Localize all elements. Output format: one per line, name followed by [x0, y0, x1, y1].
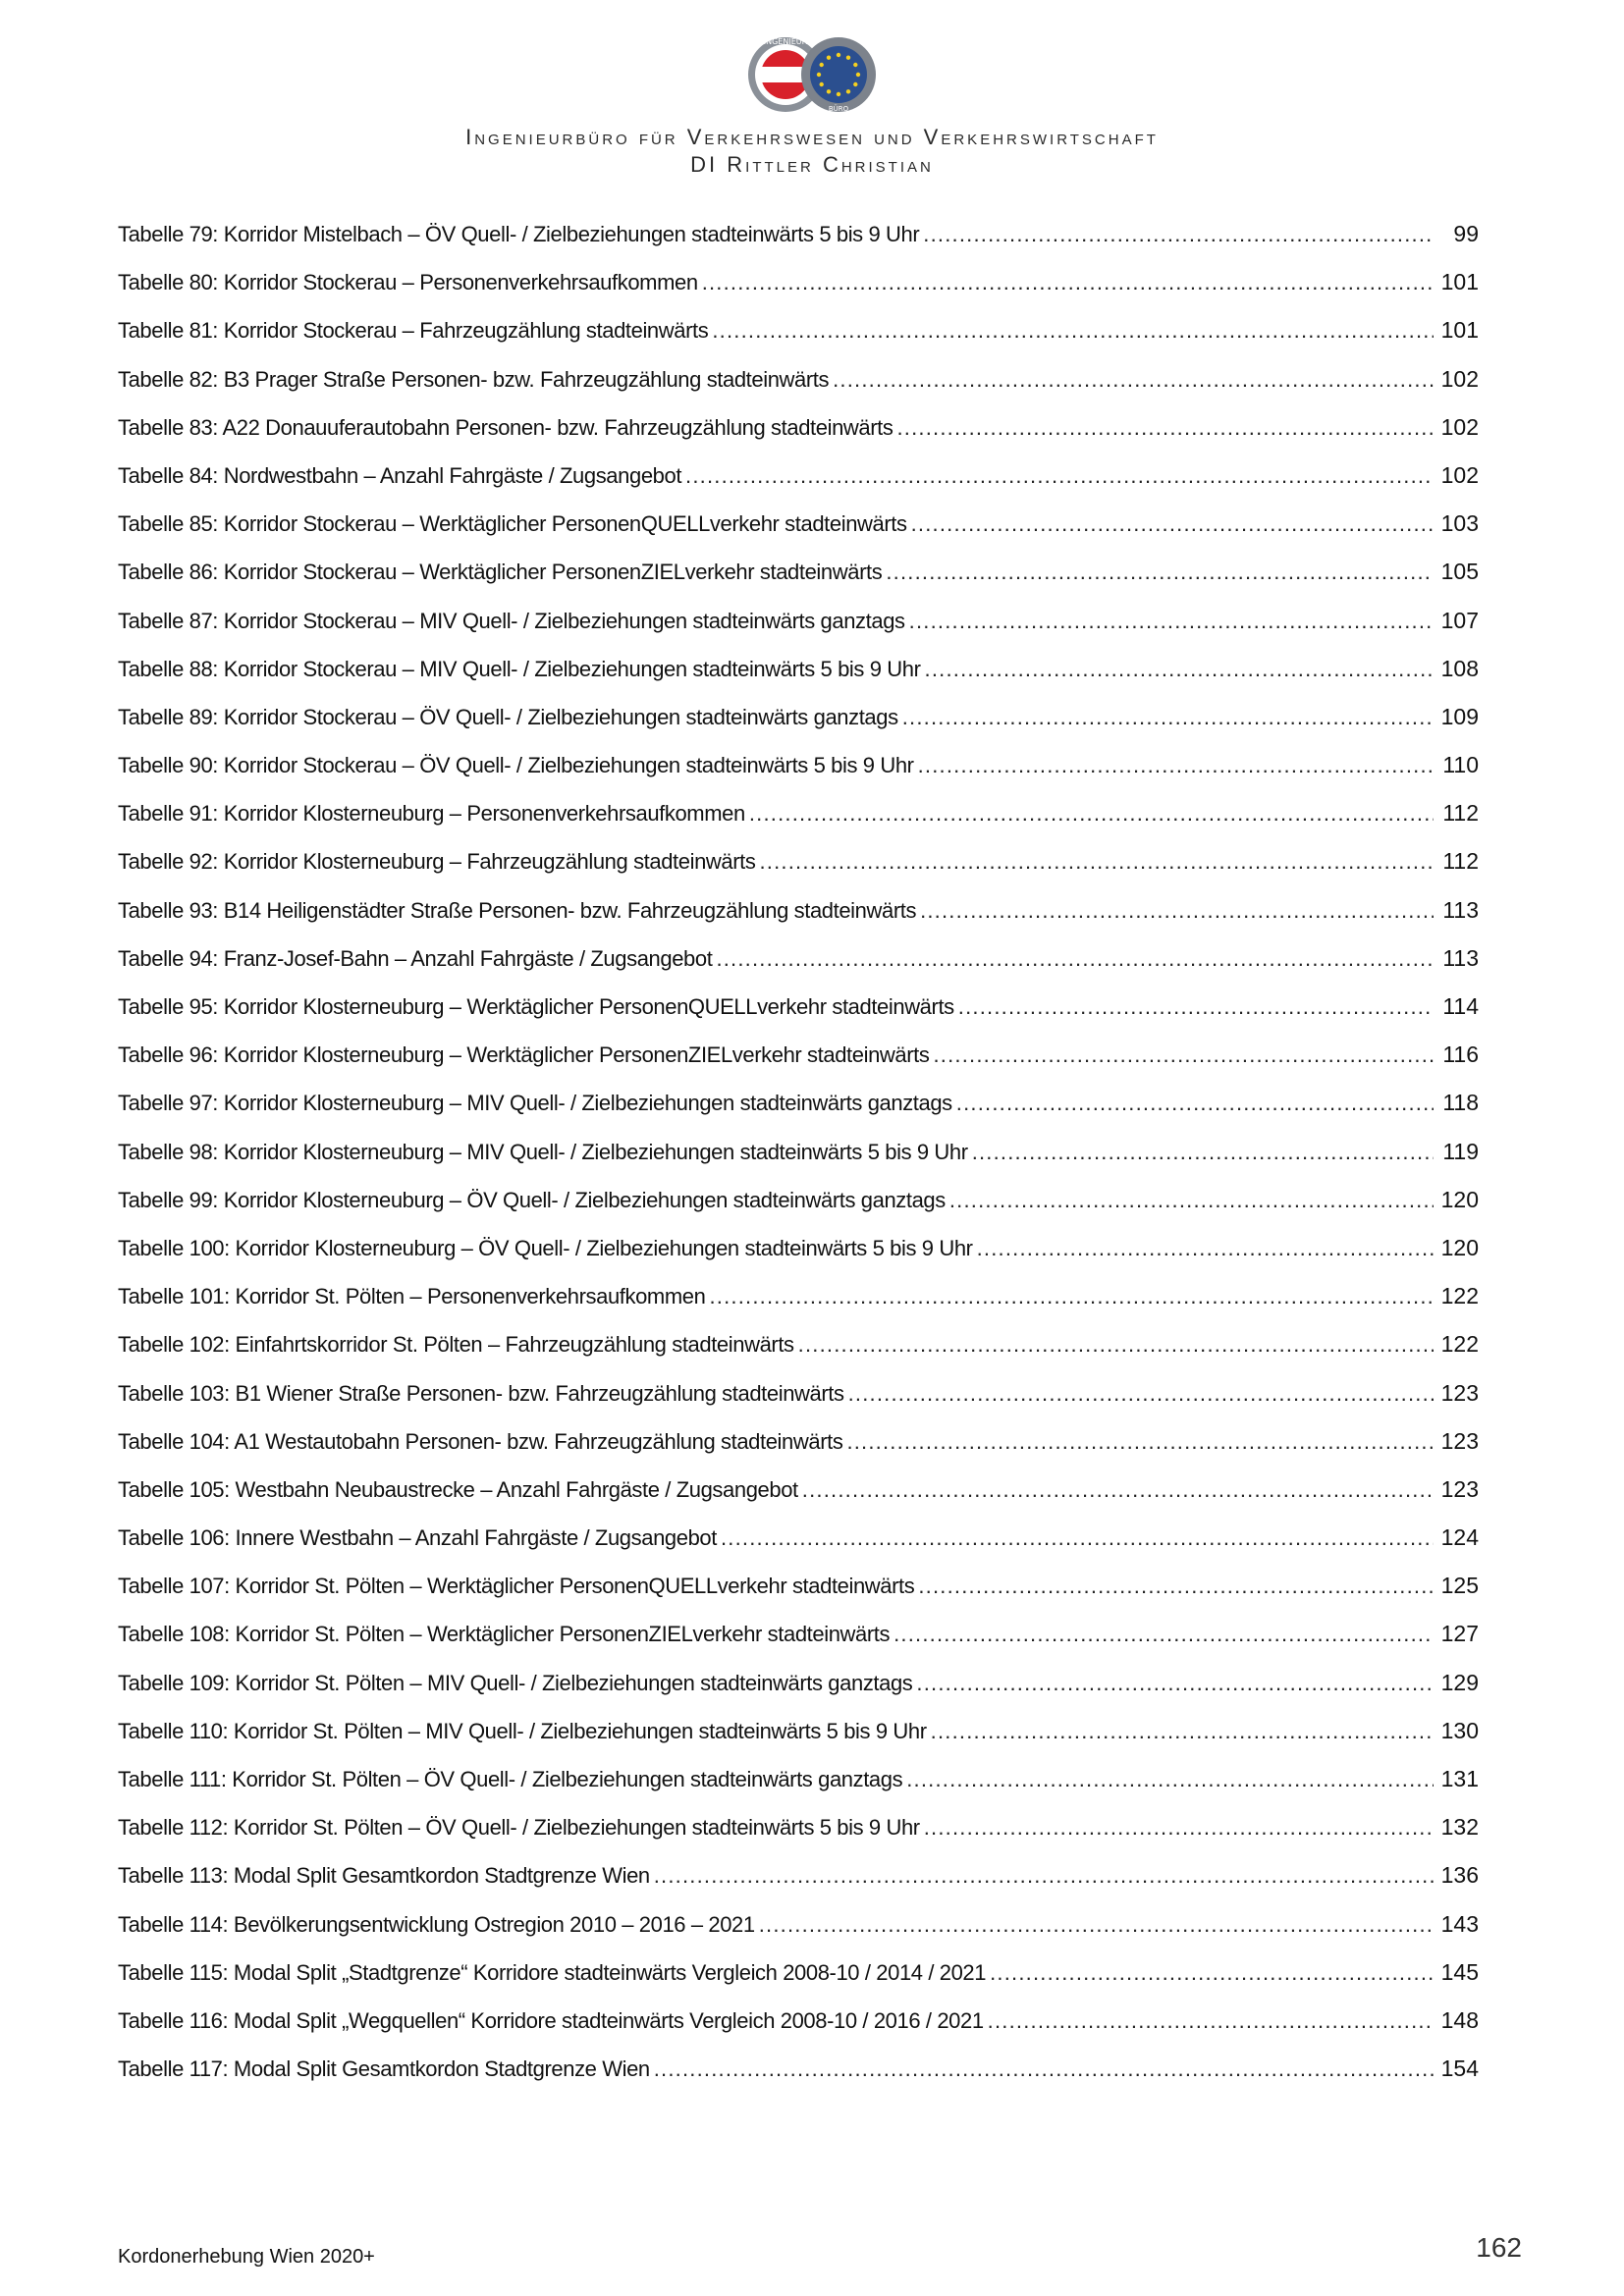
toc-entry-label: Tabelle 85: Korridor Stockerau – Werktäglicher PersonenQUELLverkehr stadteinwärts	[118, 511, 907, 537]
toc-entry-page: 120	[1440, 1234, 1479, 1260]
toc-entry-page: 119	[1442, 1138, 1479, 1164]
toc-entry-label: Tabelle 83: A22 Donauuferautobahn Personen- bzw. Fahrzeugzählung stadteinwärts	[118, 414, 893, 440]
toc-leader-dots	[702, 258, 1434, 306]
toc-entry-page: 105	[1440, 559, 1479, 585]
toc-entry-page: 101	[1440, 269, 1479, 295]
toc-entry-label: Tabelle 87: Korridor Stockerau – MIV Quell- / Zielbeziehungen stadteinwärts ganztags	[118, 608, 905, 633]
toc-entry-page: 113	[1442, 896, 1479, 923]
footer-document-title: Kordonerhebung Wien 2020+	[118, 2246, 375, 2268]
toc-entry-page: 108	[1440, 655, 1479, 681]
toc-entry-page: 123	[1440, 1379, 1479, 1406]
toc-entry-label: Tabelle 98: Korridor Klosterneuburg – MIV Quell- / Zielbeziehungen stadteinwärts 5 bis 9 Uhr	[118, 1139, 968, 1164]
toc-entry-page: 129	[1440, 1669, 1479, 1695]
toc-leader-dots	[977, 1224, 1434, 1272]
toc-entry-page: 114	[1442, 993, 1479, 1019]
toc-leader-dots	[798, 1320, 1434, 1368]
toc-leader-dots	[749, 789, 1434, 837]
toc-leader-dots	[896, 403, 1434, 452]
toc-entry-label: Tabelle 105: Westbahn Neubaustrecke – Anzahl Fahrgäste / Zugsangebot	[118, 1476, 798, 1502]
toc-entry-label: Tabelle 109: Korridor St. Pölten – MIV Quell- / Zielbeziehungen stadteinwärts ganztags	[118, 1670, 913, 1695]
toc-entry[interactable]	[118, 741, 1479, 789]
toc-entry[interactable]	[118, 2045, 1479, 2093]
toc-entry-label: Tabelle 89: Korridor Stockerau – ÖV Quell- / Zielbeziehungen stadteinwärts ganztags	[118, 704, 898, 729]
toc-leader-dots	[833, 355, 1434, 403]
toc-entry[interactable]	[118, 1079, 1479, 1127]
toc-entry-label: Tabelle 114: Bevölkerungsentwicklung Ostregion 2010 – 2016 – 2021	[118, 1911, 755, 1937]
toc-entry-label: Tabelle 88: Korridor Stockerau – MIV Quell- / Zielbeziehungen stadteinwärts 5 bis 9 Uhr	[118, 656, 921, 681]
toc-leader-dots	[972, 1128, 1434, 1176]
toc-leader-dots	[920, 886, 1434, 934]
toc-entry-page: 132	[1440, 1814, 1479, 1841]
toc-entry-label: Tabelle 91: Korridor Klosterneuburg – Personenverkehrsaufkommen	[118, 801, 745, 827]
toc-entry-label: Tabelle 111: Korridor St. Pölten – ÖV Quell- / Zielbeziehungen stadteinwärts ganztags	[118, 1767, 903, 1791]
toc-entry-label: Tabelle 82: B3 Prager Straße Personen- bzw. Fahrzeugzählung stadteinwärts	[118, 366, 830, 392]
toc-entry-page: 120	[1440, 1186, 1479, 1212]
toc-entry-page: 143	[1440, 1910, 1479, 1937]
toc-entry-label: Tabelle 117: Modal Split Gesamtkordon Stadtgrenze Wien	[118, 2056, 650, 2082]
toc-entry[interactable]	[118, 1659, 1479, 1707]
toc-entry-label: Tabelle 115: Modal Split „Stadtgrenze“ Korridore stadteinwärts Vergleich 2008-10 / 2014 / 2021	[118, 1959, 987, 1985]
toc-entry-page: 130	[1440, 1717, 1479, 1743]
toc-entry[interactable]	[118, 306, 1479, 354]
toc-entry[interactable]	[118, 1900, 1479, 1949]
toc-entry-page: 123	[1440, 1427, 1479, 1454]
toc-entry-page: 123	[1440, 1475, 1479, 1502]
toc-entry-page: 112	[1442, 800, 1479, 827]
toc-entry-label: Tabelle 94: Franz-Josef-Bahn – Anzahl Fahrgäste / Zugsangebot	[118, 945, 713, 971]
toc-leader-dots	[923, 210, 1434, 258]
toc-entry[interactable]	[118, 789, 1479, 837]
toc-entry-page: 127	[1440, 1621, 1479, 1647]
toc-entry[interactable]	[118, 1224, 1479, 1272]
toc-entry[interactable]	[118, 645, 1479, 693]
toc-leader-dots	[918, 741, 1434, 789]
toc-entry[interactable]	[118, 403, 1479, 452]
toc-entry[interactable]	[118, 1755, 1479, 1803]
toc-leader-dots	[918, 1562, 1434, 1610]
toc-entry-page: 125	[1440, 1573, 1479, 1599]
toc-entry-label: Tabelle 103: B1 Wiener Straße Personen- bzw. Fahrzeugzählung stadteinwärts	[118, 1380, 844, 1406]
toc-leader-dots	[956, 1079, 1434, 1127]
toc-entry-label: Tabelle 96: Korridor Klosterneuburg – Werktäglicher PersonenZIELverkehr stadteinwärts	[118, 1042, 930, 1068]
toc-entry-label: Tabelle 112: Korridor St. Pölten – ÖV Quell- / Zielbeziehungen stadteinwärts 5 bis 9 Uhr	[118, 1815, 920, 1841]
toc-leader-dots	[846, 1417, 1434, 1466]
toc-entry[interactable]	[118, 258, 1479, 306]
toc-entry[interactable]	[118, 1369, 1479, 1417]
toc-entry[interactable]	[118, 1610, 1479, 1658]
toc-leader-dots	[931, 1707, 1434, 1755]
toc-leader-dots	[916, 1659, 1434, 1707]
toc-entry-label: Tabelle 101: Korridor St. Pölten – Personenverkehrsaufkommen	[118, 1284, 706, 1309]
office-name: DI Rittler Christian	[690, 152, 934, 177]
toc-leader-dots	[802, 1466, 1434, 1514]
toc-entry-page: 102	[1440, 413, 1479, 440]
toc-entry-page: 116	[1442, 1041, 1479, 1068]
toc-entry-label: Tabelle 86: Korridor Stockerau – Werktäglicher PersonenZIELverkehr stadteinwärts	[118, 560, 883, 585]
toc-entry-page: 107	[1440, 607, 1479, 633]
toc-leader-dots	[911, 500, 1434, 548]
toc-leader-dots	[654, 2045, 1434, 2093]
page-header	[0, 33, 1624, 179]
toc-entry-label: Tabelle 97: Korridor Klosterneuburg – MIV Quell- / Zielbeziehungen stadteinwärts ganztags	[118, 1091, 952, 1116]
toc-entry-label: Tabelle 93: B14 Heiligenstädter Straße Personen- bzw. Fahrzeugzählung stadteinwärts	[118, 897, 917, 923]
toc-entry[interactable]	[118, 1466, 1479, 1514]
toc-entry-page: 102	[1440, 461, 1479, 488]
toc-entry-page: 154	[1440, 2056, 1479, 2082]
office-logo	[738, 33, 886, 116]
toc-entry[interactable]	[118, 1417, 1479, 1466]
toc-entry-label: Tabelle 100: Korridor Klosterneuburg – ÖV Quell- / Zielbeziehungen stadteinwärts 5 bis 9 Uhr	[118, 1235, 973, 1260]
toc-entry-label: Tabelle 90: Korridor Stockerau – ÖV Quell- / Zielbeziehungen stadteinwärts 5 bis 9 Uhr	[118, 753, 914, 778]
toc-entry-label: Tabelle 106: Innere Westbahn – Anzahl Fahrgäste / Zugsangebot	[118, 1525, 717, 1551]
logo-text-top: INGENIEUR	[763, 37, 808, 46]
toc-entry-page: 136	[1440, 1862, 1479, 1889]
toc-entry-page: 124	[1440, 1524, 1479, 1551]
toc-entry[interactable]	[118, 210, 1479, 258]
toc-entry[interactable]	[118, 452, 1479, 500]
toc-entry[interactable]	[118, 597, 1479, 645]
toc-entry-label: Tabelle 79: Korridor Mistelbach – ÖV Quell- / Zielbeziehungen stadteinwärts 5 bis 9 Uhr	[118, 222, 920, 246]
toc-entry-page: 148	[1440, 2006, 1479, 2033]
toc-leader-dots	[924, 1803, 1434, 1851]
toc-entry[interactable]	[118, 1128, 1479, 1176]
toc-entry-label: Tabelle 102: Einfahrtskorridor St. Pölten – Fahrzeugzählung stadteinwärts	[118, 1332, 794, 1358]
toc-entry-page: 99	[1453, 221, 1479, 246]
toc-entry-page: 109	[1440, 703, 1479, 729]
toc-entry-page: 102	[1440, 365, 1479, 392]
toc-leader-dots	[886, 548, 1434, 596]
toc-leader-dots	[958, 983, 1434, 1031]
toc-leader-dots	[759, 1900, 1434, 1949]
toc-entry[interactable]	[118, 886, 1479, 934]
toc-leader-dots	[893, 1610, 1434, 1658]
toc-leader-dots	[712, 306, 1434, 354]
logo-text-bottom: BÜRO	[828, 105, 849, 113]
toc-entry[interactable]	[118, 1562, 1479, 1610]
toc-leader-dots	[709, 1272, 1434, 1320]
toc-entry[interactable]	[118, 355, 1479, 403]
toc-leader-dots	[925, 645, 1434, 693]
toc-entry-page: 113	[1442, 944, 1479, 971]
toc-entry-label: Tabelle 116: Modal Split „Wegquellen“ Korridore stadteinwärts Vergleich 2008-10 / 2016 / 2021	[118, 2007, 984, 2033]
toc-entry[interactable]	[118, 1272, 1479, 1320]
toc-leader-dots	[990, 1949, 1434, 1997]
toc-entry[interactable]	[118, 837, 1479, 885]
toc-entry-page: 112	[1442, 848, 1479, 875]
toc-entry[interactable]	[118, 1707, 1479, 1755]
toc-entry[interactable]	[118, 1320, 1479, 1368]
toc-entry[interactable]	[118, 1514, 1479, 1562]
toc-entry[interactable]	[118, 693, 1479, 741]
toc-leader-dots	[721, 1514, 1434, 1562]
toc-leader-dots	[949, 1176, 1434, 1224]
toc-entry[interactable]	[118, 500, 1479, 548]
toc-leader-dots	[760, 837, 1435, 885]
toc-entry-label: Tabelle 108: Korridor St. Pölten – Werktäglicher PersonenZIELverkehr stadteinwärts	[118, 1622, 891, 1647]
toc-entry-page: 131	[1440, 1766, 1479, 1791]
toc-leader-dots	[906, 1755, 1434, 1803]
toc-entry-label: Tabelle 104: A1 Westautobahn Personen- bzw. Fahrzeugzählung stadteinwärts	[118, 1428, 843, 1454]
toc-entry[interactable]	[118, 1997, 1479, 2045]
table-of-tables	[118, 210, 1479, 2093]
toc-entry-page: 118	[1442, 1090, 1479, 1116]
toc-entry-label: Tabelle 84: Nordwestbahn – Anzahl Fahrgäste / Zugsangebot	[118, 462, 682, 488]
toc-entry-label: Tabelle 107: Korridor St. Pölten – Werktäglicher PersonenQUELLverkehr stadteinwärts	[118, 1574, 915, 1599]
toc-entry-page: 101	[1440, 317, 1479, 344]
toc-leader-dots	[654, 1851, 1434, 1899]
toc-entry[interactable]	[118, 983, 1479, 1031]
toc-leader-dots	[685, 452, 1434, 500]
toc-entry-page: 110	[1442, 752, 1479, 778]
footer-page-number: 162	[1476, 2232, 1522, 2263]
toc-leader-dots	[716, 934, 1434, 983]
toc-leader-dots	[848, 1369, 1434, 1417]
toc-entry[interactable]	[118, 1031, 1479, 1079]
toc-leader-dots	[902, 693, 1434, 741]
toc-entry[interactable]	[118, 1803, 1479, 1851]
toc-entry-page: 103	[1440, 510, 1479, 537]
toc-entry[interactable]	[118, 548, 1479, 596]
toc-entry[interactable]	[118, 1176, 1479, 1224]
toc-entry-page: 145	[1440, 1958, 1479, 1985]
toc-entry-label: Tabelle 113: Modal Split Gesamtkordon Stadtgrenze Wien	[118, 1863, 650, 1889]
toc-entry-label: Tabelle 110: Korridor St. Pölten – MIV Quell- / Zielbeziehungen stadteinwärts 5 bis 9 Uhr	[118, 1718, 927, 1743]
toc-entry-label: Tabelle 99: Korridor Klosterneuburg – ÖV Quell- / Zielbeziehungen stadteinwärts ganztags	[118, 1187, 946, 1212]
toc-entry-page: 122	[1440, 1331, 1479, 1358]
toc-entry-label: Tabelle 92: Korridor Klosterneuburg – Fahrzeugzählung stadteinwärts	[118, 849, 756, 875]
toc-entry-label: Tabelle 80: Korridor Stockerau – Personenverkehrsaufkommen	[118, 270, 698, 295]
toc-entry[interactable]	[118, 1949, 1479, 1997]
toc-entry-page: 122	[1440, 1283, 1479, 1309]
toc-entry-label: Tabelle 81: Korridor Stockerau – Fahrzeugzählung stadteinwärts	[118, 318, 709, 344]
toc-leader-dots	[933, 1031, 1434, 1079]
toc-leader-dots	[909, 597, 1434, 645]
toc-leader-dots	[988, 1997, 1434, 2045]
toc-entry-label: Tabelle 95: Korridor Klosterneuburg – Werktäglicher PersonenQUELLverkehr stadteinwärts	[118, 994, 954, 1019]
toc-entry[interactable]	[118, 1851, 1479, 1899]
office-title: Ingenieurbüro für Verkehrswesen und Verkehrswirtschaft	[465, 125, 1159, 149]
toc-entry[interactable]	[118, 934, 1479, 983]
